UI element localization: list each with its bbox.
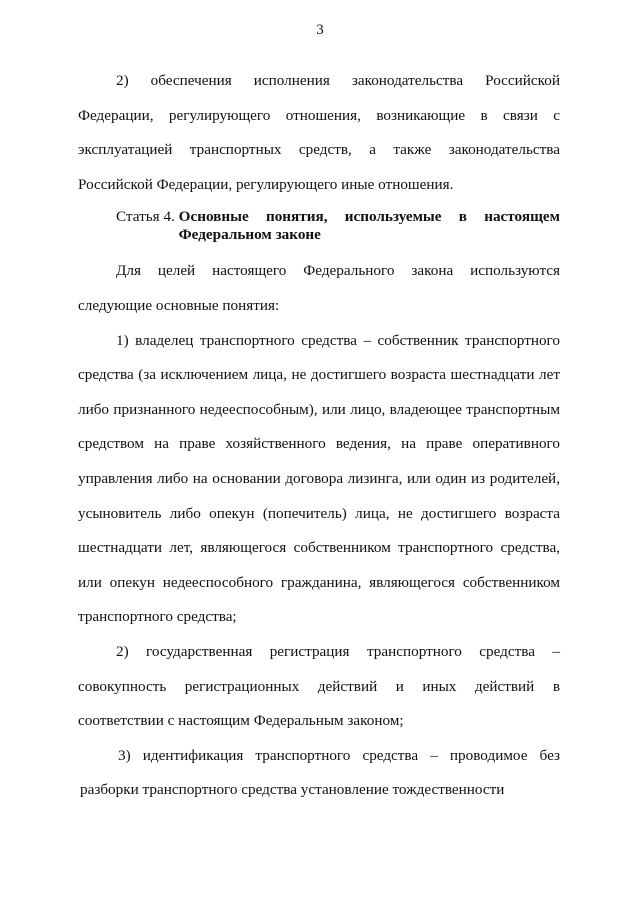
article-title: Основные понятия, используемые в настоящем Федеральном законе [178, 208, 560, 244]
article-heading [78, 208, 560, 244]
paragraph-definition-1: 1) владелец транспортного средства – собственник транспортного средства (за исключением лица, не достигшего возраста шестнадцати лет либо признанного недееспособным), или лицо, владеющее транспортным средством на праве хозяйственного ведения, на праве оперативного управления либо на основании договора лизинга, или один из родителей, усыновитель либо опекун (попечитель) лица, не достигшего возраста шестнадцати лет, являющегося собственником транспортного средства, или опекун недееспособного гражданина, являющегося собственником транспортного средства; [78, 331, 560, 626]
paragraph-definition-2: 2) государственная регистрация транспортного средства – совокупность регистрационных действий и иных действий в соответствии с настоящим Федеральным законом; [78, 642, 560, 730]
paragraph-definition-3: 3) идентификация транспортного средства – проводимое без разборки транспортного средства установление тождественности [80, 746, 560, 799]
document-body [78, 64, 560, 808]
article-number: Статья 4. [116, 208, 179, 226]
paragraph-intro: Для целей настоящего Федерального закона используются следующие основные понятия: [78, 262, 560, 314]
paragraph-item-2-purpose: 2) обеспечения исполнения законодательства Российской Федерации, регулирующего отношения, возникающие в связи с эксплуатацией транспортных средств, а также законодательства Российской Федерации, регулирующего иные отношения. [78, 72, 560, 193]
page-number: 3 [316, 22, 324, 38]
